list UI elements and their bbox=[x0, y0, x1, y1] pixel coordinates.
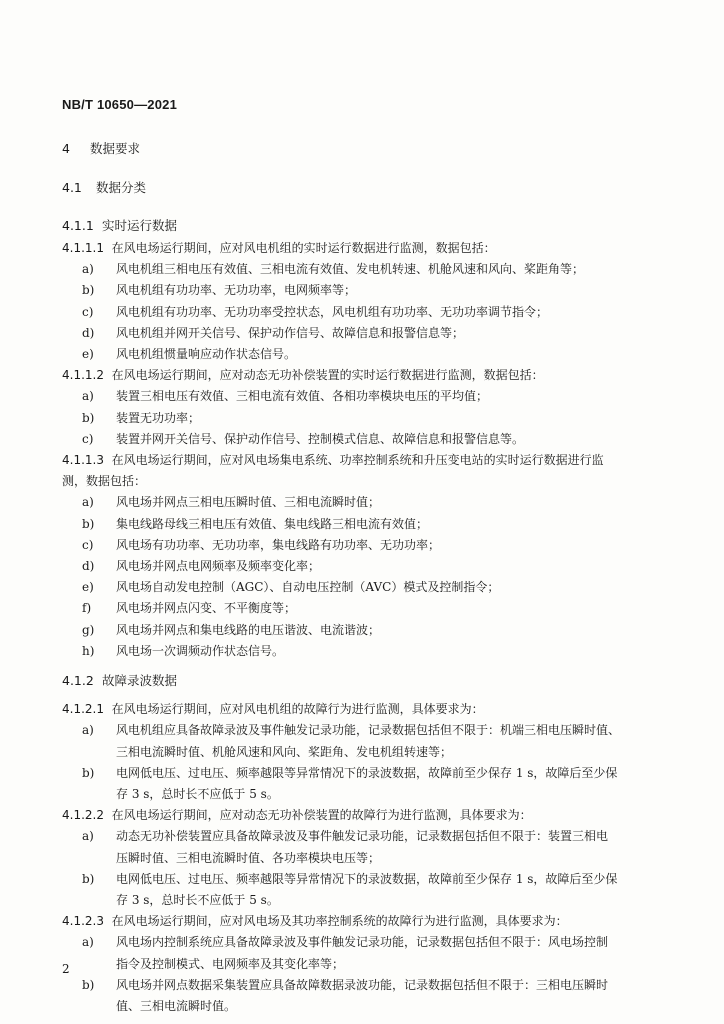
clause-text-line-1: 在风电场运行期间，应对风电场集电系统、功率控制系统和升压变电站的实时运行数据进行监 bbox=[111, 453, 604, 467]
item-text: 风电场有功功率、无功功率，集电线路有功功率、无功功率； bbox=[116, 537, 441, 552]
item-text: 装置无功功率； bbox=[116, 410, 201, 425]
item-text-line-2: 值、三相电流瞬时值。 bbox=[116, 999, 237, 1013]
clause-4-1-1-1 bbox=[62, 238, 662, 259]
item-label: b) bbox=[82, 516, 95, 531]
clause-number: 4.1.2.3 bbox=[62, 914, 104, 929]
clause-4-1-2-1 bbox=[62, 699, 662, 720]
item-label: b) bbox=[82, 765, 95, 780]
item-text-line-2: 存 3 s，总时长不应低于 5 s。 bbox=[116, 893, 279, 907]
item-text-line-1: 风电场内控制系统应具备故障录波及事件触发记录功能，记录数据包括但不限于：风电场控制 bbox=[116, 935, 609, 950]
list-item bbox=[82, 259, 662, 280]
item-text-line-2: 存 3 s，总时长不应低于 5 s。 bbox=[116, 787, 279, 801]
list-item bbox=[82, 535, 662, 556]
list-item bbox=[82, 429, 662, 450]
section-title: 故障录波数据 bbox=[102, 673, 178, 688]
item-text: 装置三相电压有效值、三相电流有效值、各相功率模块电压的平均值； bbox=[116, 389, 489, 404]
clause-text: 在风电场运行期间，应对动态无功补偿装置的实时运行数据进行监测，数据包括： bbox=[111, 368, 544, 383]
item-text: 风电场并网点电网频率及频率变化率； bbox=[116, 559, 321, 573]
item-label: a) bbox=[82, 389, 94, 404]
clause-4-1-2-2 bbox=[62, 805, 662, 826]
clause-number: 4.1.1.1 bbox=[62, 241, 104, 255]
item-text-line-1: 电网低电压、过电压、频率越限等异常情况下的录波数据，故障前至少保存 1 s，故障后至少保 bbox=[116, 871, 618, 886]
item-text-line-2: 指令及控制模式、电网频率及其变化率等； bbox=[116, 956, 345, 971]
item-text: 风电场并网点闪变、不平衡度等； bbox=[116, 601, 297, 616]
item-text: 集电线路母线三相电压有效值、集电线路三相电流有效值； bbox=[116, 516, 429, 531]
item-label: c) bbox=[82, 431, 94, 446]
list-item bbox=[82, 577, 662, 598]
item-label: c) bbox=[82, 537, 94, 552]
item-label: b) bbox=[82, 283, 95, 298]
section-title: 数据要求 bbox=[90, 141, 141, 156]
list-item bbox=[82, 620, 662, 641]
clause-text-line-2: 测，数据包括： bbox=[62, 474, 147, 489]
list-item bbox=[82, 720, 662, 762]
list-item bbox=[82, 386, 662, 407]
list-item bbox=[82, 514, 662, 535]
item-label: f) bbox=[82, 601, 92, 616]
clause-4-1-1-3-continued bbox=[62, 471, 662, 492]
item-text: 风电机组惯量响应动作状态信号。 bbox=[116, 347, 297, 361]
list-item bbox=[82, 763, 662, 805]
item-label: a) bbox=[82, 935, 94, 950]
item-text: 风电场并网点和集电线路的电压谐波、电流谐波； bbox=[116, 622, 381, 637]
list-item bbox=[82, 323, 662, 344]
item-label: h) bbox=[82, 643, 95, 658]
clause-number: 4.1.1.2 bbox=[62, 368, 104, 383]
item-label: a) bbox=[82, 262, 94, 277]
item-text-line-1: 风电机组应具备故障录波及事件触发记录功能，记录数据包括但不限于：机端三相电压瞬时值、 bbox=[116, 723, 621, 738]
item-text-line-2: 压瞬时值、三相电流瞬时值、各功率模块电压等； bbox=[116, 850, 381, 865]
clause-text: 在风电场运行期间，应对风电机组的实时运行数据进行监测，数据包括： bbox=[111, 241, 496, 255]
item-text: 风电场并网点三相电压瞬时值、三相电流瞬时值； bbox=[116, 495, 381, 510]
list-item bbox=[82, 598, 662, 619]
list-item bbox=[82, 408, 662, 429]
list-item bbox=[82, 344, 662, 365]
clause-4-1-1-2 bbox=[62, 365, 662, 386]
section-4-1-heading bbox=[62, 178, 146, 196]
clause-4-1-1-3 bbox=[62, 450, 662, 471]
item-label: c) bbox=[82, 304, 94, 319]
item-label: d) bbox=[82, 325, 95, 340]
list-item bbox=[82, 492, 662, 513]
item-text: 风电机组有功功率、无功功率受控状态，风电机组有功功率、无功功率调节指令； bbox=[116, 304, 549, 319]
item-text-line-1: 动态无功补偿装置应具备故障录波及事件触发记录功能，记录数据包括但不限于：装置三相电 bbox=[116, 829, 609, 844]
section-number: 4 bbox=[62, 141, 70, 156]
item-text: 风电场一次调频动作状态信号。 bbox=[116, 643, 285, 658]
item-label: b) bbox=[82, 410, 95, 425]
item-label: e) bbox=[82, 347, 94, 361]
section-number: 4.1.1 bbox=[62, 218, 94, 233]
list-item bbox=[82, 826, 662, 868]
item-text: 风电机组有功功率、无功功率，电网频率等； bbox=[116, 283, 357, 298]
item-label: a) bbox=[82, 723, 94, 738]
list-item bbox=[82, 556, 662, 577]
clause-number: 4.1.1.3 bbox=[62, 453, 104, 467]
item-text: 风电机组三相电压有效值、三相电流有效值、发电机转速、机舱风速和风向、桨距角等； bbox=[116, 262, 585, 277]
list-item bbox=[82, 869, 662, 911]
item-label: g) bbox=[82, 622, 95, 637]
list-item bbox=[82, 641, 662, 662]
section-title: 数据分类 bbox=[96, 180, 147, 195]
standard-code: NB/T 10650—2021 bbox=[62, 97, 178, 112]
clause-text: 在风电场运行期间，应对动态无功补偿装置的故障行为进行监测，具体要求为： bbox=[111, 808, 532, 823]
item-label: b) bbox=[82, 977, 95, 992]
item-text: 风电机组并网开关信号、保护动作信号、故障信息和报警信息等； bbox=[116, 325, 465, 340]
section-number: 4.1.2 bbox=[62, 673, 94, 688]
clause-text: 在风电场运行期间，应对风电场及其功率控制系统的故障行为进行监测，具体要求为： bbox=[111, 914, 568, 929]
clause-number: 4.1.2.2 bbox=[62, 808, 104, 823]
list-item bbox=[82, 302, 662, 323]
item-label: a) bbox=[82, 829, 94, 844]
item-label: b) bbox=[82, 871, 95, 886]
item-text-line-1: 电网低电压、过电压、频率越限等异常情况下的录波数据，故障前至少保存 1 s，故障后至少保 bbox=[116, 765, 618, 780]
item-text: 风电场自动发电控制（AGC）、自动电压控制（AVC）模式及控制指令； bbox=[116, 580, 500, 595]
item-text-line-2: 三相电流瞬时值、机舱风速和风向、桨距角、发电机组转速等； bbox=[116, 744, 453, 759]
item-label: e) bbox=[82, 580, 94, 595]
item-text: 装置并网开关信号、保护动作信号、控制模式信息、故障信息和报警信息等。 bbox=[116, 431, 525, 446]
item-label: a) bbox=[82, 495, 94, 510]
clause-number: 4.1.2.1 bbox=[62, 702, 104, 717]
section-title: 实时运行数据 bbox=[102, 218, 178, 233]
list-item bbox=[82, 280, 662, 301]
item-text-line-1: 风电场并网点数据采集装置应具备故障数据录波功能，记录数据包括但不限于：三相电压瞬时 bbox=[116, 977, 609, 992]
section-number: 4.1 bbox=[62, 180, 82, 195]
section-4-heading bbox=[62, 139, 140, 157]
section-4-1-2-heading bbox=[62, 671, 177, 689]
item-label: d) bbox=[82, 559, 95, 573]
clause-text: 在风电场运行期间，应对风电机组的故障行为进行监测，具体要求为： bbox=[111, 702, 484, 717]
section-4-1-1-heading bbox=[62, 216, 177, 234]
page-number: 2 bbox=[62, 962, 70, 976]
